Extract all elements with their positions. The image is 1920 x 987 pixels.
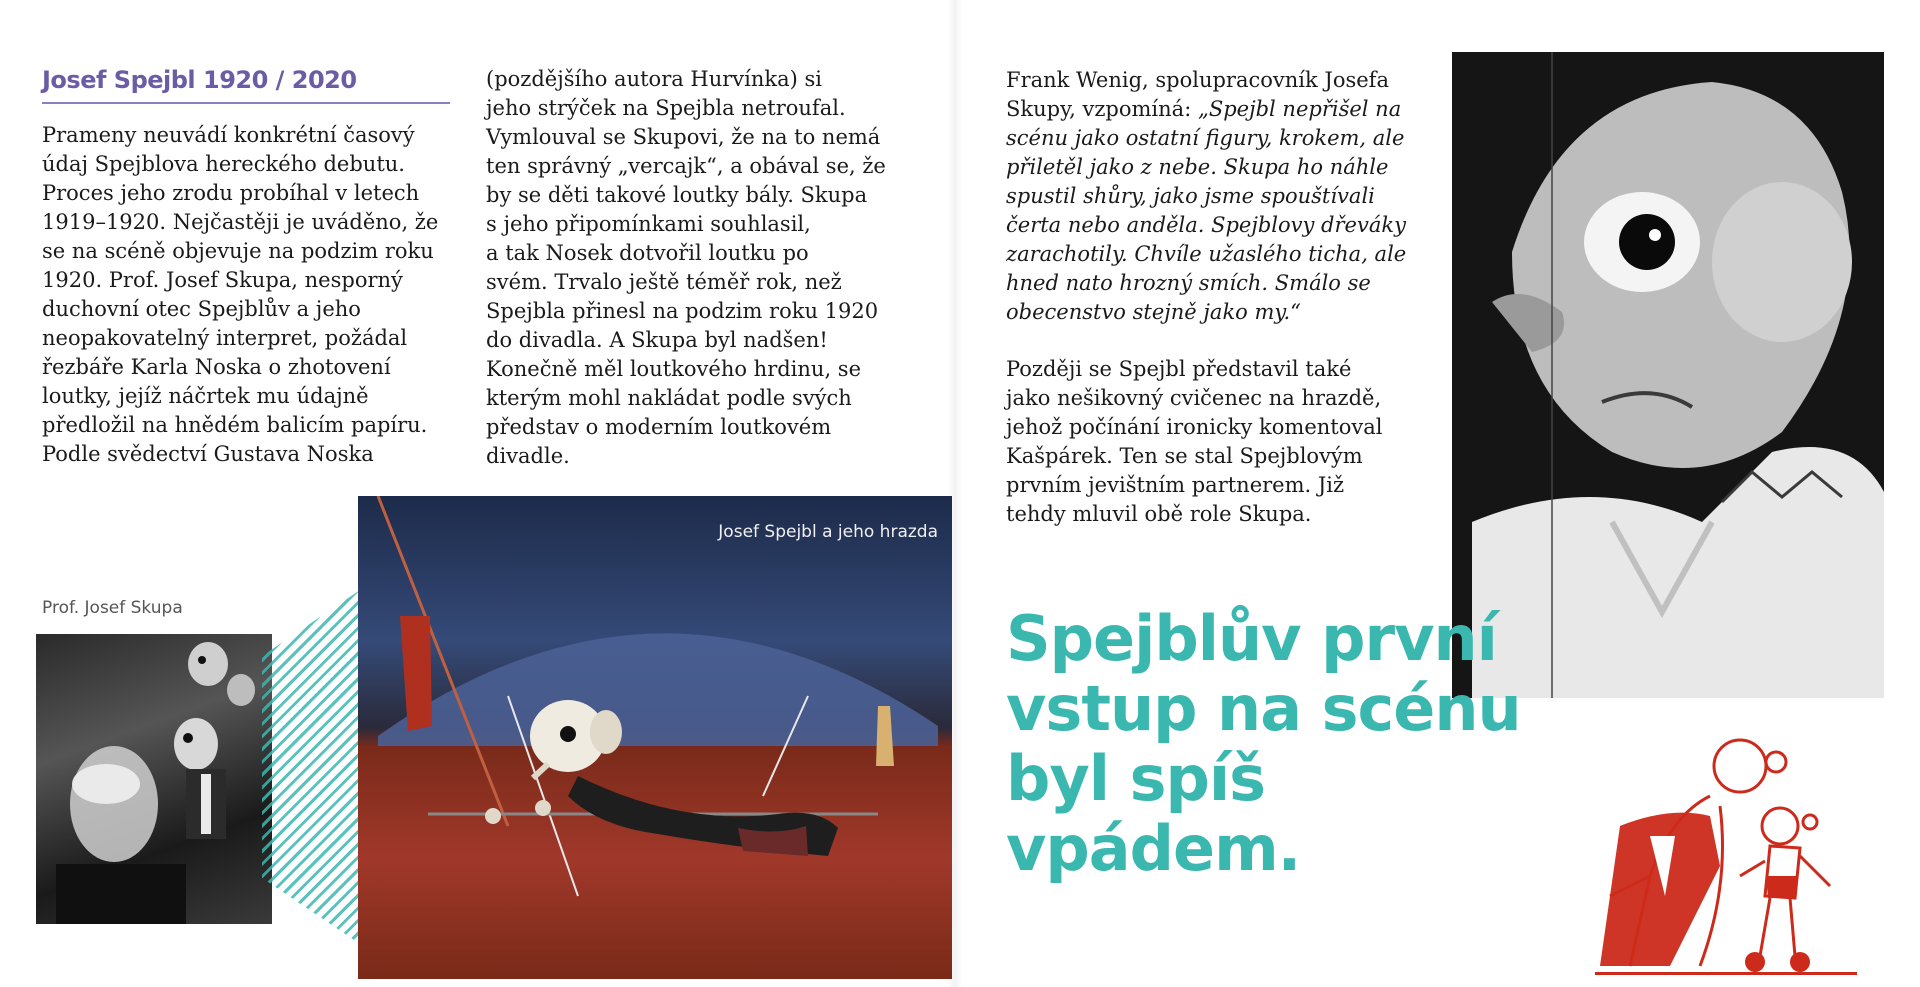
red-line-illustration	[1590, 726, 1880, 982]
spejbl-hurvinek-illustration	[1590, 726, 1880, 982]
text-column-3	[1006, 66, 1446, 327]
stage-photo-caption: Josef Spejbl a jeho hrazda	[718, 522, 938, 542]
quote-intro: Frank Wenig, spolupracovník Josefa Skupy, vzpomíná:	[1006, 68, 1389, 121]
illustration-baseline	[1595, 972, 1857, 975]
text-column-1: Prameny neuvádí konkrétní časový údaj Spejblova hereckého debutu. Proces jeho zrodu probíhal v letech 1919–1920. Nejčastěji je uváděno, že se na scéně objevuje na podzim roku 1920. Prof. Josef Skupa, nesporný duchovní otec Spejblův a jeho neopakovatelný interpret, požádal řezbáře Karla Noska o zhotovení loutky, jejíž náčrtek mu údajně předložil na hnědém balicím papíru. Podle svědectví Gustava Noska	[42, 123, 439, 466]
wenig-quote: „Spejbl nepřišel na scénu jako ostatní figury, krokem, ale přiletěl jako z nebe. Skupa ho náhle spustil shůry, jako jsme spouštívali čerta nebo anděla. Spejblovy dřeváky zarachotily. Chvíle užaslého ticha, ale hned nato hrozný smích. Smálo se obecenstvo stejně jako my.“	[1006, 97, 1407, 324]
stage-photo	[358, 496, 952, 979]
skupa-photo-art	[36, 634, 272, 924]
article-heading: Josef Spejbl 1920 / 2020	[42, 66, 450, 104]
decorative-stripes	[262, 582, 372, 952]
text-column-4: Později se Spejbl představil také jako nešikovný cvičenec na hrazdě, jehož počínání ironicky komentoval Kašpárek. Ten se stal Spejblovým prvním jevištním partnerem. Již tehdy mluvil obě role Skupa.	[1006, 357, 1383, 526]
skupa-photo-caption: Prof. Josef Skupa	[42, 598, 183, 618]
text-column-2: (pozdějšího autora Hurvínka) si jeho strýček na Spejbla netroufal. Vymlouval se Skupovi, že na to nemá ten správný „vercajk“, a obával se, že by se děti takové loutky bály. Skupa s jeho připomínkami souhlasil, a tak Nosek dotvořil loutku po svém. Trvalo ještě téměř rok, než Spejbla přinesl na podzim roku 1920 do divadla. A Skupa byl nadšen! Konečně měl loutkového hrdinu, se kterým mohl nakládat podle svých představ o moderním loutkovém divadle.	[486, 67, 886, 468]
skupa-photo	[36, 634, 272, 924]
spejbl-portrait-art	[1452, 52, 1884, 698]
spejbl-portrait-photo	[1452, 52, 1884, 698]
stage-photo-art	[358, 496, 952, 979]
pull-quote: Spejblův první vstup na scénu byl spíš vpádem.	[1006, 602, 1521, 885]
